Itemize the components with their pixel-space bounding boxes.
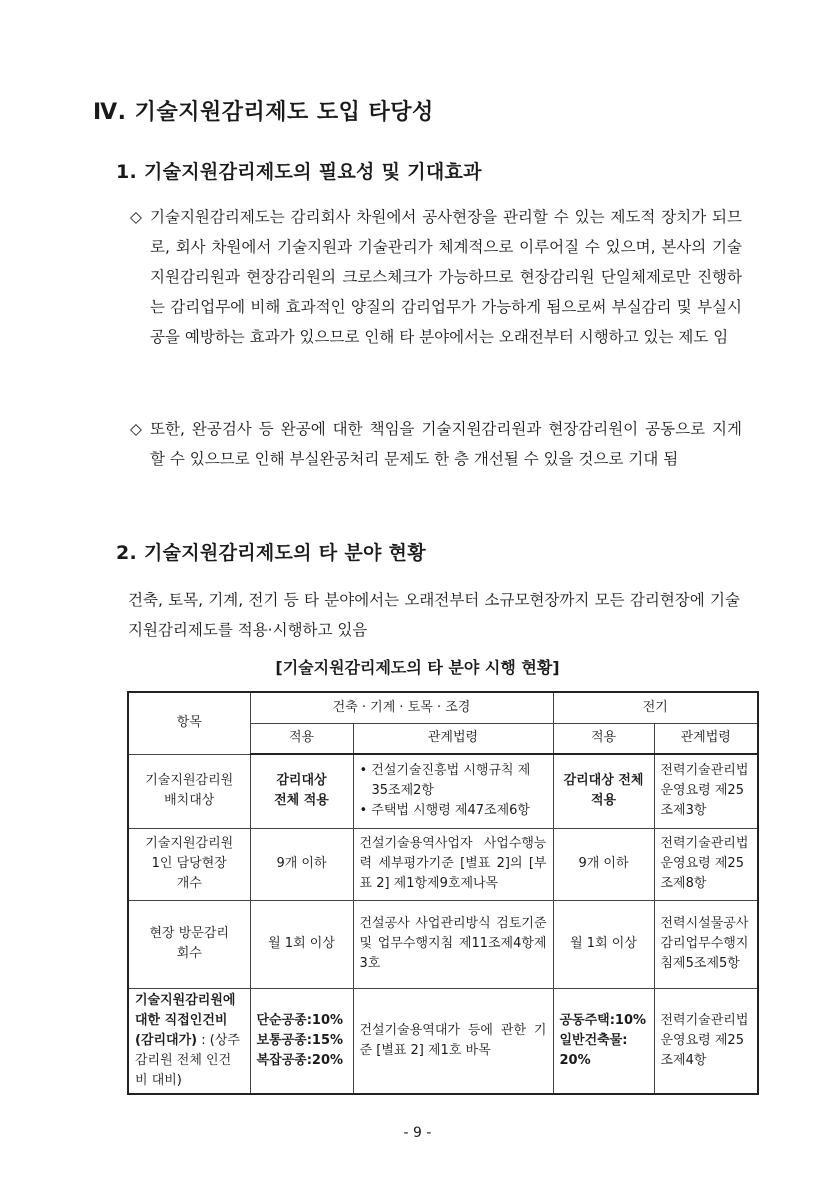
- table-row: [128, 988, 758, 1094]
- law-bullet: • 주택법 시행령 제47조제6항: [359, 803, 530, 819]
- table-row: [128, 900, 758, 988]
- paragraph-text: 기술지원감리제도는 감리회사 차원에서 공사현장을 관리할 수 있는 제도적 장치가 되므로, 회사 차원에서 기술지원과 기술관리가 체계적으로 이루어질 수 있으며, 본사의 기술지원감리원과 현장감리원의 크로스체크가 가능하므로 현장감리원 단일체제로만 진행하는 감리업무에 비해 효과적인 양질의 감리업무가 가능하게 됨으로써 부실감리 및 부실시공을 예방하는 효과가 있으므로 인해 타 분야에서는 오래전부터 시행하고 있는 제도 임: [150, 208, 742, 346]
- g1-law: [353, 754, 553, 828]
- g1-law: 건설기술용역사업자 사업수행능력 세부평가기준 [별표 2]의 [부표 2] 제1항제9호제나목: [353, 828, 553, 900]
- row-item: 현장 방문감리 회수: [128, 900, 250, 988]
- header-group-electric: 전기: [553, 692, 758, 723]
- table-caption: [기술지원감리제도의 타 분야 시행 현황]: [275, 658, 560, 677]
- g1-law: 건설공사 사업관리방식 검토기준 및 업무수행지침 제11조제4항제3호: [353, 900, 553, 988]
- diamond-marker-icon: ◇: [130, 420, 142, 438]
- g2-law: 전력시설물공사감리업무수행지침제5조제5항: [654, 900, 758, 988]
- row-item: 기술지원감리원 1인 담당현장 개수: [128, 828, 250, 900]
- table-row: [128, 754, 758, 828]
- paragraph-2: [130, 414, 742, 474]
- header-item: 항목: [128, 692, 250, 754]
- header-group-construction: 건축 · 기계 · 토목 · 조경: [250, 692, 553, 723]
- g1-apply: 단순공종:10% 보통공종:15% 복잡공종:20%: [250, 988, 353, 1094]
- g1-law: 건설기술용역대가 등에 관한 기준 [별표 2] 제1호 바목: [353, 988, 553, 1094]
- header-apply: 적용: [250, 723, 353, 754]
- section-title: Ⅳ. 기술지원감리제도 도입 타당성: [93, 100, 434, 125]
- g2-apply: 월 1회 이상: [553, 900, 654, 988]
- g1-apply: 9개 이하: [250, 828, 353, 900]
- g2-law: 전력기술관리법 운영요령 제25조제8항: [654, 828, 758, 900]
- paragraph-text: 또한, 완공검사 등 완공에 대한 책임을 기술지원감리원과 현장감리원이 공동으로 지게 할 수 있으므로 인해 부실완공처리 문제도 한 층 개선될 수 있을 것으로 기대 됨: [150, 420, 742, 468]
- g2-apply: 감리대상 전체 적용: [553, 754, 654, 828]
- g2-apply: 9개 이하: [553, 828, 654, 900]
- subsection-heading-1: 1. 기술지원감리제도의 필요성 및 기대효과: [116, 161, 482, 183]
- subsection-heading-2: 2. 기술지원감리제도의 타 분야 현황: [116, 542, 426, 564]
- header-apply: 적용: [553, 723, 654, 754]
- page-number: - 9 -: [403, 1125, 432, 1141]
- row-item-rest: : (상주감리원 전체 인건비 대비): [135, 1032, 240, 1088]
- status-table: [127, 691, 759, 1095]
- g1-apply: 월 1회 이상: [250, 900, 353, 988]
- row-item: 기술지원감리원 배치대상: [128, 754, 250, 828]
- header-law: 관계법령: [654, 723, 758, 754]
- paragraph-1: [130, 202, 742, 352]
- law-bullet: • 건설기술진흥법 시행규칙 제35조제2항: [359, 763, 531, 799]
- intro-paragraph: 건축, 토목, 기계, 전기 등 타 분야에서는 오래전부터 소규모현장까지 모든 감리현장에 기술지원감리제도를 적용·시행하고 있음: [128, 591, 740, 639]
- row-item: [128, 988, 250, 1094]
- diamond-marker-icon: ◇: [130, 208, 142, 226]
- g2-law: 전력기술관리법 운영요령 제25조제3항: [654, 754, 758, 828]
- g2-apply: 공동주택:10% 일반건축물: 20%: [553, 988, 654, 1094]
- g1-apply: 감리대상 전체 적용: [250, 754, 353, 828]
- row-item-bold: 기술지원감리원에 대한 직접인건비 (감리대가): [135, 992, 236, 1048]
- table-row: [128, 828, 758, 900]
- header-law: 관계법령: [353, 723, 553, 754]
- g2-law: 전력기술관리법 운영요령 제25조제4항: [654, 988, 758, 1094]
